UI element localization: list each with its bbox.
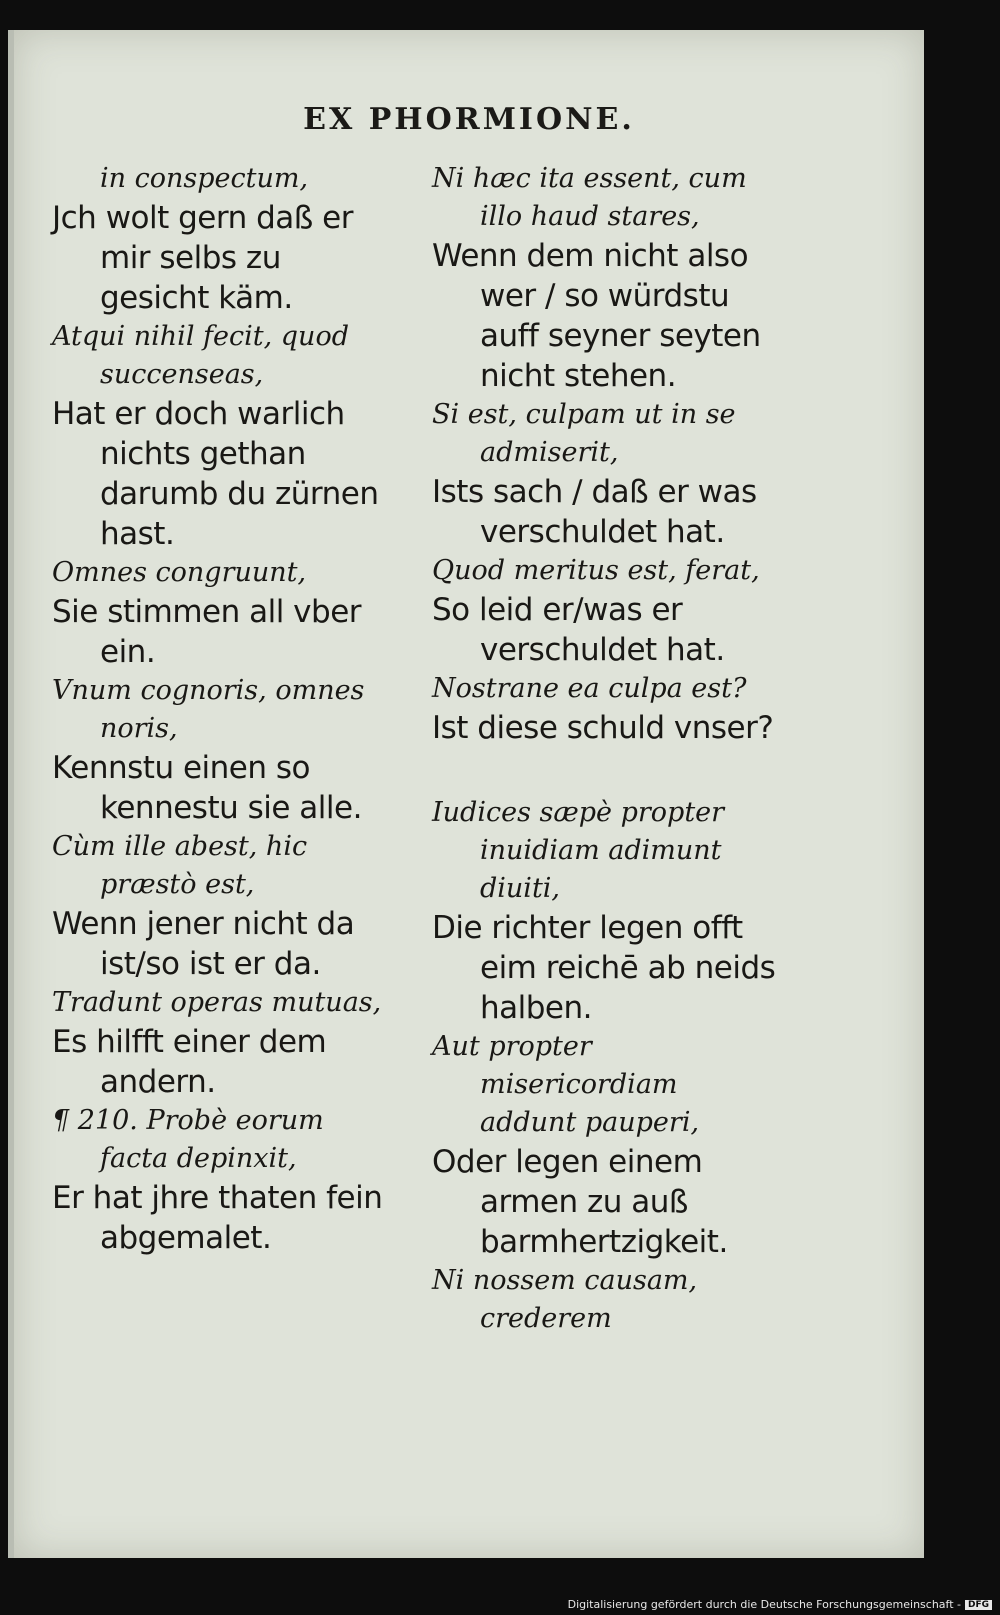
latin-phrase: Atqui nihil fecit, quod succenseas, [52,321,349,390]
latin-phrase: Ni nossem causam, crederem [432,1265,698,1334]
book-page [8,30,924,1558]
german-translation: Die richter legen offt eim reichē ab neids halben. [432,910,776,1026]
german-translation: Kennstu einen so kennestu sie alle. [52,750,362,826]
column-gap [432,748,777,794]
german-translation: Wenn jener nicht da ist/so ist er da. [52,906,355,982]
running-header: EX PHORMIONE. [303,102,635,137]
german-translation: Hat er doch warlich nichts gethan darumb du zürnen hast. [52,396,379,552]
german-translation: So leid er/was er verschuldet hat. [432,592,725,668]
german-translation: Er hat jhre thaten fein abgemalet. [52,1180,383,1256]
right-column [432,160,777,1338]
footer-credit [568,1598,992,1611]
footer-text: Digitalisierung gefördert durch die Deutsche Forschungsgemeinschaft - [567,1598,961,1611]
left-column [52,160,397,1258]
latin-phrase: Tradunt operas mutuas, [52,987,382,1018]
latin-phrase: Vnum cognoris, omnes noris, [52,675,365,744]
german-translation: Es hilfft einer dem andern. [52,1024,327,1100]
latin-phrase: Omnes congruunt, [52,557,307,588]
latin-phrase: Ni hæc ita essent, cum illo haud stares, [432,163,747,232]
german-translation: Ist diese schuld vnser? [432,710,774,746]
german-translation: Wenn dem nicht also wer / so würdstu auff seyner seyten nicht stehen. [432,238,761,394]
latin-phrase: ¶ 210. Probè eorum facta depinxit, [52,1105,324,1174]
german-translation: Sie stimmen all vber ein. [52,594,362,670]
latin-phrase: Cùm ille abest, hic præstò est, [52,831,308,900]
german-translation: Ists sach / daß er was verschuldet hat. [432,474,757,550]
dfg-logo: DFG [965,1600,992,1610]
latin-phrase: Si est, culpam ut in se admiserit, [432,399,736,468]
german-translation: Oder legen einem armen zu auß barmhertzigkeit. [432,1144,728,1260]
latin-phrase: Quod meritus est, ferat, [432,555,760,586]
german-translation: Jch wolt gern daß er mir selbs zu gesicht käm. [52,200,353,316]
latin-phrase: in conspectum, [100,163,309,194]
latin-phrase: Aut propter misericordiam addunt pauperi, [432,1031,700,1138]
latin-phrase: Nostrane ea culpa est? [432,673,747,704]
latin-phrase: Iudices sæpè propter inuidiam adimunt diuiti, [432,797,725,904]
